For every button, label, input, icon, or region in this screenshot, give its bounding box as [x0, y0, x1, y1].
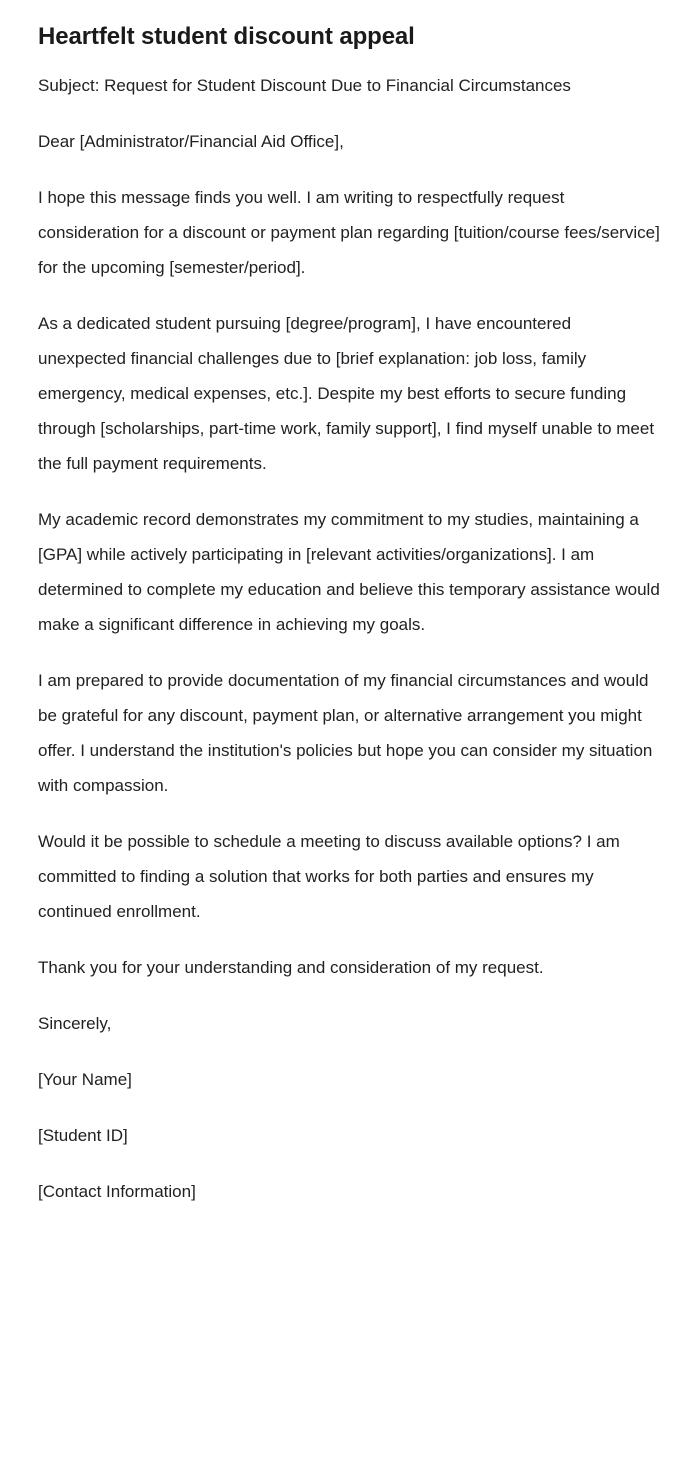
paragraph-student-id-placeholder: [Student ID] [38, 1126, 128, 1145]
paragraph-subject: Subject: Request for Student Discount Due to Financial Circumstances [38, 76, 571, 95]
paragraph-salutation: Dear [Administrator/Financial Aid Office], [38, 132, 344, 151]
letter-body [38, 68, 662, 1209]
paragraph-contact-placeholder: [Contact Information] [38, 1182, 196, 1201]
paragraph-academic-record: My academic record demonstrates my commitment to my studies, maintaining a [GPA] while actively participating in [relevant activities/organizations]. I am determined to complete my education and believe this temporary assistance would make a significant difference in achieving my goals. [38, 510, 660, 634]
paragraph-circumstances: As a dedicated student pursuing [degree/program], I have encountered unexpected financial challenges due to [brief explanation: job loss, family emergency, medical expenses, etc.]. Despite my best efforts to secure funding through [scholarships, part-time work, family support], I find myself unable to meet the full payment requirements. [38, 314, 655, 473]
paragraph-thanks: Thank you for your understanding and consideration of my request. [38, 958, 544, 977]
paragraph-closing: Sincerely, [38, 1014, 112, 1033]
page-title: Heartfelt student discount appeal [38, 23, 415, 50]
paragraph-name-placeholder: [Your Name] [38, 1070, 132, 1089]
paragraph-meeting-request: Would it be possible to schedule a meeting to discuss available options? I am committed to finding a solution that works for both parties and ensures my continued enrollment. [38, 832, 620, 921]
paragraph-documentation: I am prepared to provide documentation of my financial circumstances and would be grateful for any discount, payment plan, or alternative arrangement you might offer. I understand the institution's policies but hope you can consider my situation with compassion. [38, 671, 653, 795]
paragraph-introduction: I hope this message finds you well. I am writing to respectfully request consideration for a discount or payment plan regarding [tuition/course fees/service] for the upcoming [semester/period]. [38, 188, 660, 277]
